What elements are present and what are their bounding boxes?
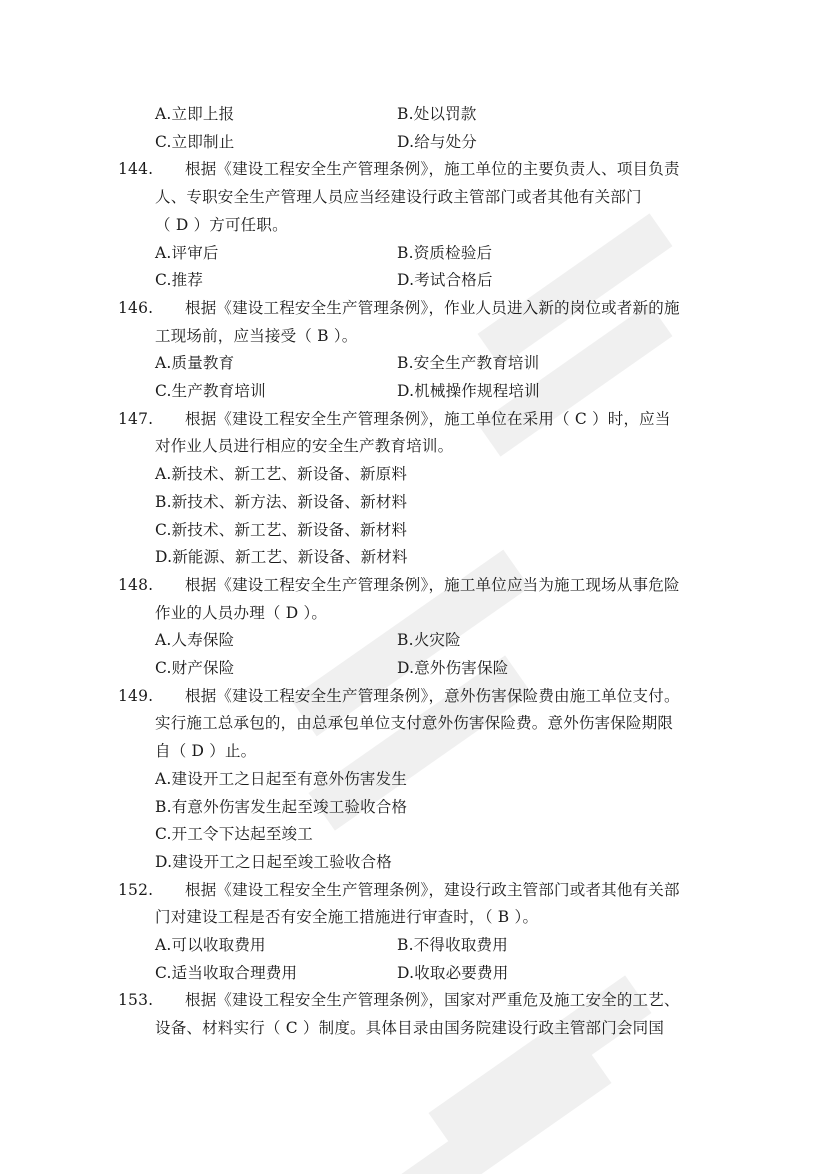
- question-number: 149.: [118, 686, 154, 705]
- question-number: 146.: [118, 298, 154, 317]
- question-number: 148.: [118, 575, 154, 594]
- option-right: B.资质检验后: [397, 243, 493, 262]
- question-number: 153.: [118, 991, 154, 1010]
- option-item: C.新技术、新工艺、新设备、新材料: [155, 520, 408, 539]
- option-left: C.推荐: [155, 271, 204, 290]
- option-left: A.可以收取费用: [155, 936, 266, 954]
- option-right: D.给与处分: [397, 132, 478, 151]
- question-text-continued: 设备、材料实行（ C ）制度。具体目录由国务院建设行政主管部门会同国: [155, 1019, 665, 1038]
- question-number: 147.: [118, 409, 154, 428]
- question-text: 根据《建设工程安全生产管理条例》，作业人员进入新的岗位或者新的施: [185, 298, 680, 317]
- option-left: C.立即制止: [155, 132, 235, 151]
- question-text-continued: 门对建设工程是否有安全施工措施进行审查时，（ B ）。: [155, 908, 539, 927]
- question-text-continued: （ D ）方可任职。: [155, 215, 288, 234]
- option-left: A.人寿保险: [155, 631, 235, 650]
- option-right: B.火灾险: [397, 631, 461, 650]
- option-right: D.意外伤害保险: [397, 659, 509, 677]
- option-right: D.考试合格后: [397, 271, 493, 290]
- option-item: B.新技术、新方法、新设备、新材料: [155, 492, 408, 511]
- option-left: C.适当收取合理费用: [155, 963, 298, 982]
- question-text-continued: 对作业人员进行相应的安全生产教育培训。: [155, 437, 454, 456]
- option-right: D.收取必要费用: [397, 963, 509, 982]
- option-right: B.安全生产教育培训: [397, 354, 540, 373]
- option-left: A.质量教育: [155, 354, 235, 373]
- option-right: D.机械操作规程培训: [397, 382, 540, 400]
- question-number: 152.: [118, 880, 154, 899]
- question-text-continued: 作业的人员办理（ D ）。: [155, 603, 328, 622]
- question-text: 根据《建设工程安全生产管理条例》，施工单位应当为施工现场从事危险: [185, 575, 680, 594]
- question-text-continued: 人、专职安全生产管理人员应当经建设行政主管部门或者其他有关部门: [155, 188, 642, 207]
- option-item: D.新能源、新工艺、新设备、新材料: [155, 548, 408, 567]
- question-text: 根据《建设工程安全生产管理条例》，国家对严重危及施工安全的工艺、: [185, 991, 680, 1010]
- question-text: 根据《建设工程安全生产管理条例》，施工单位的主要负责人、项目负责: [185, 160, 680, 179]
- question-text: 根据《建设工程安全生产管理条例》，施工单位在采用（ C ）时，应当: [185, 409, 671, 428]
- option-right: B.处以罚款: [397, 105, 477, 123]
- option-item: B.有意外伤害发生起至竣工验收合格: [155, 797, 408, 816]
- question-text-continued: 自（ D ）止。: [155, 742, 257, 761]
- option-left: C.财产保险: [155, 659, 235, 677]
- question-text-continued: 工现场前，应当接受（ B ）。: [155, 326, 358, 345]
- option-item: D.建设开工之日起至竣工验收合格: [155, 852, 393, 871]
- question-text: 根据《建设工程安全生产管理条例》，建设行政主管部门或者其他有关部: [185, 880, 680, 899]
- option-item: A.新技术、新工艺、新设备、新原料: [155, 465, 408, 484]
- question-text: 根据《建设工程安全生产管理条例》，意外伤害保险费由施工单位支付。: [185, 686, 680, 705]
- option-left: C.生产教育培训: [155, 382, 266, 400]
- question-text-continued: 实行施工总承包的，由总承包单位支付意外伤害保险费。意外伤害保险期限: [155, 714, 674, 733]
- option-right: B.不得收取费用: [397, 936, 508, 954]
- option-left: A.评审后: [155, 243, 219, 262]
- question-number: 144.: [118, 160, 154, 179]
- option-item: C.开工令下达起至竣工: [155, 825, 313, 844]
- option-left: A.立即上报: [155, 105, 235, 123]
- option-item: A.建设开工之日起至有意外伤害发生: [155, 769, 408, 788]
